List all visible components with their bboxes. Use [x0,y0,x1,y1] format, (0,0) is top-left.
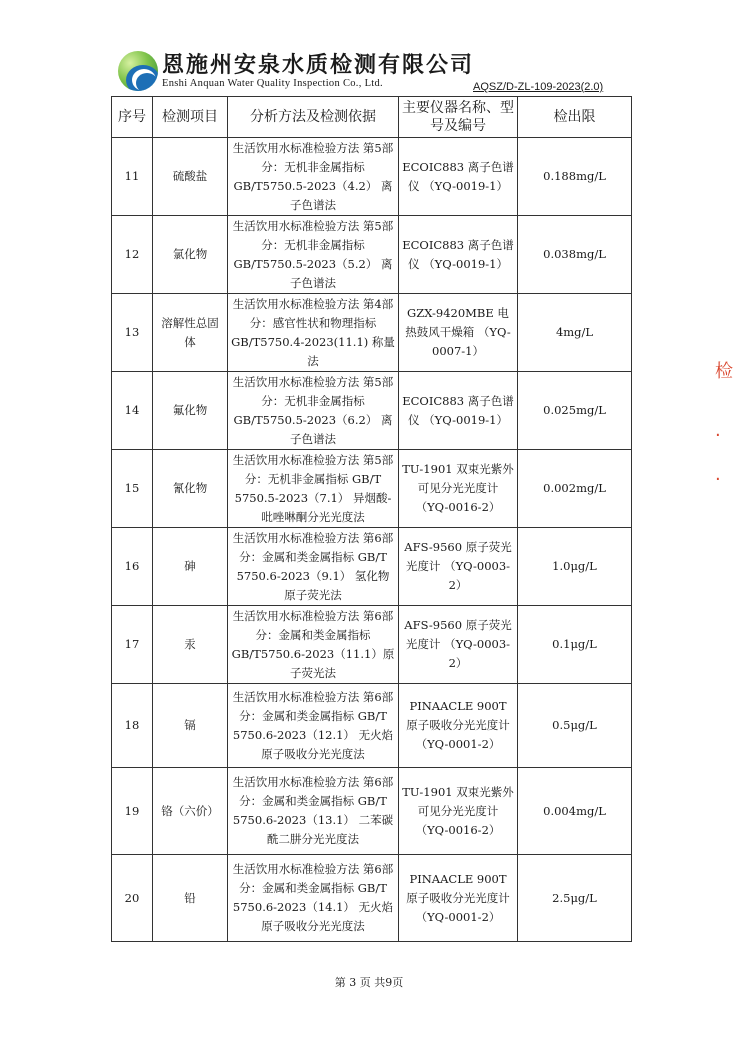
cell-item: 汞 [153,606,228,684]
cell-instrument: PINAACLE 900T 原子吸收分光光度计（YQ-0001-2） [399,684,518,768]
cell-item: 氯化物 [153,216,228,294]
table-row [112,606,632,684]
cell-limit: 0.002mg/L [518,450,632,528]
cell-instrument: ECOIC883 离子色谱仪 （YQ-0019-1） [399,372,518,450]
cell-no: 12 [112,216,153,294]
cell-instrument: ECOIC883 离子色谱仪 （YQ-0019-1） [399,138,518,216]
cell-limit: 0.038mg/L [518,216,632,294]
table-row [112,216,632,294]
cell-item: 铬（六价） [153,768,228,855]
table-row [112,768,632,855]
header-limit: 检出限 [518,97,632,138]
seal-stamp-edge: 检 · · [715,361,733,490]
cell-limit: 0.025mg/L [518,372,632,450]
cell-method: 生活饮用水标准检验方法 第6部分：金属和类金属指标 GB/T 5750.6-2023（14.1） 无火焰原子吸收分光光度法 [228,855,399,942]
cell-item: 氟化物 [153,372,228,450]
table-header-row [112,97,632,138]
table-row [112,138,632,216]
cell-no: 15 [112,450,153,528]
table-row [112,294,632,372]
company-logo [118,51,158,91]
cell-instrument: GZX-9420MBE 电热鼓风干燥箱 （YQ-0007-1） [399,294,518,372]
cell-item: 铅 [153,855,228,942]
cell-method: 生活饮用水标准检验方法 第4部分：感官性状和物理指标 GB/T5750.4-2023(11.1) 称量法 [228,294,399,372]
cell-limit: 0.5μg/L [518,684,632,768]
cell-instrument: PINAACLE 900T 原子吸收分光光度计（YQ-0001-2） [399,855,518,942]
cell-instrument: ECOIC883 离子色谱仪 （YQ-0019-1） [399,216,518,294]
cell-no: 16 [112,528,153,606]
cell-item: 镉 [153,684,228,768]
table-row [112,528,632,606]
table-row [112,450,632,528]
table-row [112,684,632,768]
cell-item: 氰化物 [153,450,228,528]
cell-method: 生活饮用水标准检验方法 第6部分：金属和类金属指标 GB/T 5750.6-2023（13.1） 二苯碳酰二肼分光光度法 [228,768,399,855]
cell-no: 19 [112,768,153,855]
cell-method: 生活饮用水标准检验方法 第5部分：无机非金属指标 GB/T5750.5-2023（4.2） 离子色谱法 [228,138,399,216]
cell-instrument: TU-1901 双束光紫外可见分光光度计 （YQ-0016-2） [399,450,518,528]
cell-method: 生活饮用水标准检验方法 第6部分：金属和类金属指标 GB/T 5750.6-2023（12.1） 无火焰原子吸收分光光度法 [228,684,399,768]
cell-instrument: TU-1901 双束光紫外可见分光光度计 （YQ-0016-2） [399,768,518,855]
header-item: 检测项目 [153,97,228,138]
cell-method: 生活饮用水标准检验方法 第5部分：无机非金属指标 GB/T5750.5-2023（6.2） 离子色谱法 [228,372,399,450]
cell-no: 18 [112,684,153,768]
header-no: 序号 [112,97,153,138]
cell-limit: 4mg/L [518,294,632,372]
cell-no: 14 [112,372,153,450]
cell-method: 生活饮用水标准检验方法 第5部分：无机非金属指标 GB/T 5750.5-2023（7.1） 异烟酸-吡唑啉酮分光光度法 [228,450,399,528]
cell-no: 20 [112,855,153,942]
table-row [112,372,632,450]
methods-table [111,96,632,942]
cell-limit: 0.188mg/L [518,138,632,216]
cell-no: 17 [112,606,153,684]
document-code: AQSZ/D-ZL-109-2023(2.0) [473,81,604,93]
cell-no: 13 [112,294,153,372]
company-name-en: Enshi Anquan Water Quality Inspection Co., Ltd. [162,78,383,89]
cell-item: 硫酸盐 [153,138,228,216]
cell-instrument: AFS-9560 原子荧光光度计 （YQ-0003-2） [399,528,518,606]
cell-limit: 1.0μg/L [518,528,632,606]
cell-method: 生活饮用水标准检验方法 第5部分：无机非金属指标 GB/T5750.5-2023（5.2） 离子色谱法 [228,216,399,294]
header-instrument: 主要仪器名称、型号及编号 [399,97,518,138]
cell-item: 溶解性总固体 [153,294,228,372]
cell-no: 11 [112,138,153,216]
cell-instrument: AFS-9560 原子荧光光度计 （YQ-0003-2） [399,606,518,684]
cell-limit: 0.004mg/L [518,768,632,855]
company-name-cn: 恩施州安泉水质检测有限公司 [162,52,475,78]
cell-item: 砷 [153,528,228,606]
cell-method: 生活饮用水标准检验方法 第6部分：金属和类金属指标 GB/T 5750.6-2023（9.1） 氢化物原子荧光法 [228,528,399,606]
header-method: 分析方法及检测依据 [228,97,399,138]
table-row [112,855,632,942]
cell-limit: 0.1μg/L [518,606,632,684]
cell-limit: 2.5μg/L [518,855,632,942]
cell-method: 生活饮用水标准检验方法 第6部分：金属和类金属指标 GB/T5750.6-2023（11.1）原子荧光法 [228,606,399,684]
page-number: 第 3 页 共9页 [334,976,404,989]
